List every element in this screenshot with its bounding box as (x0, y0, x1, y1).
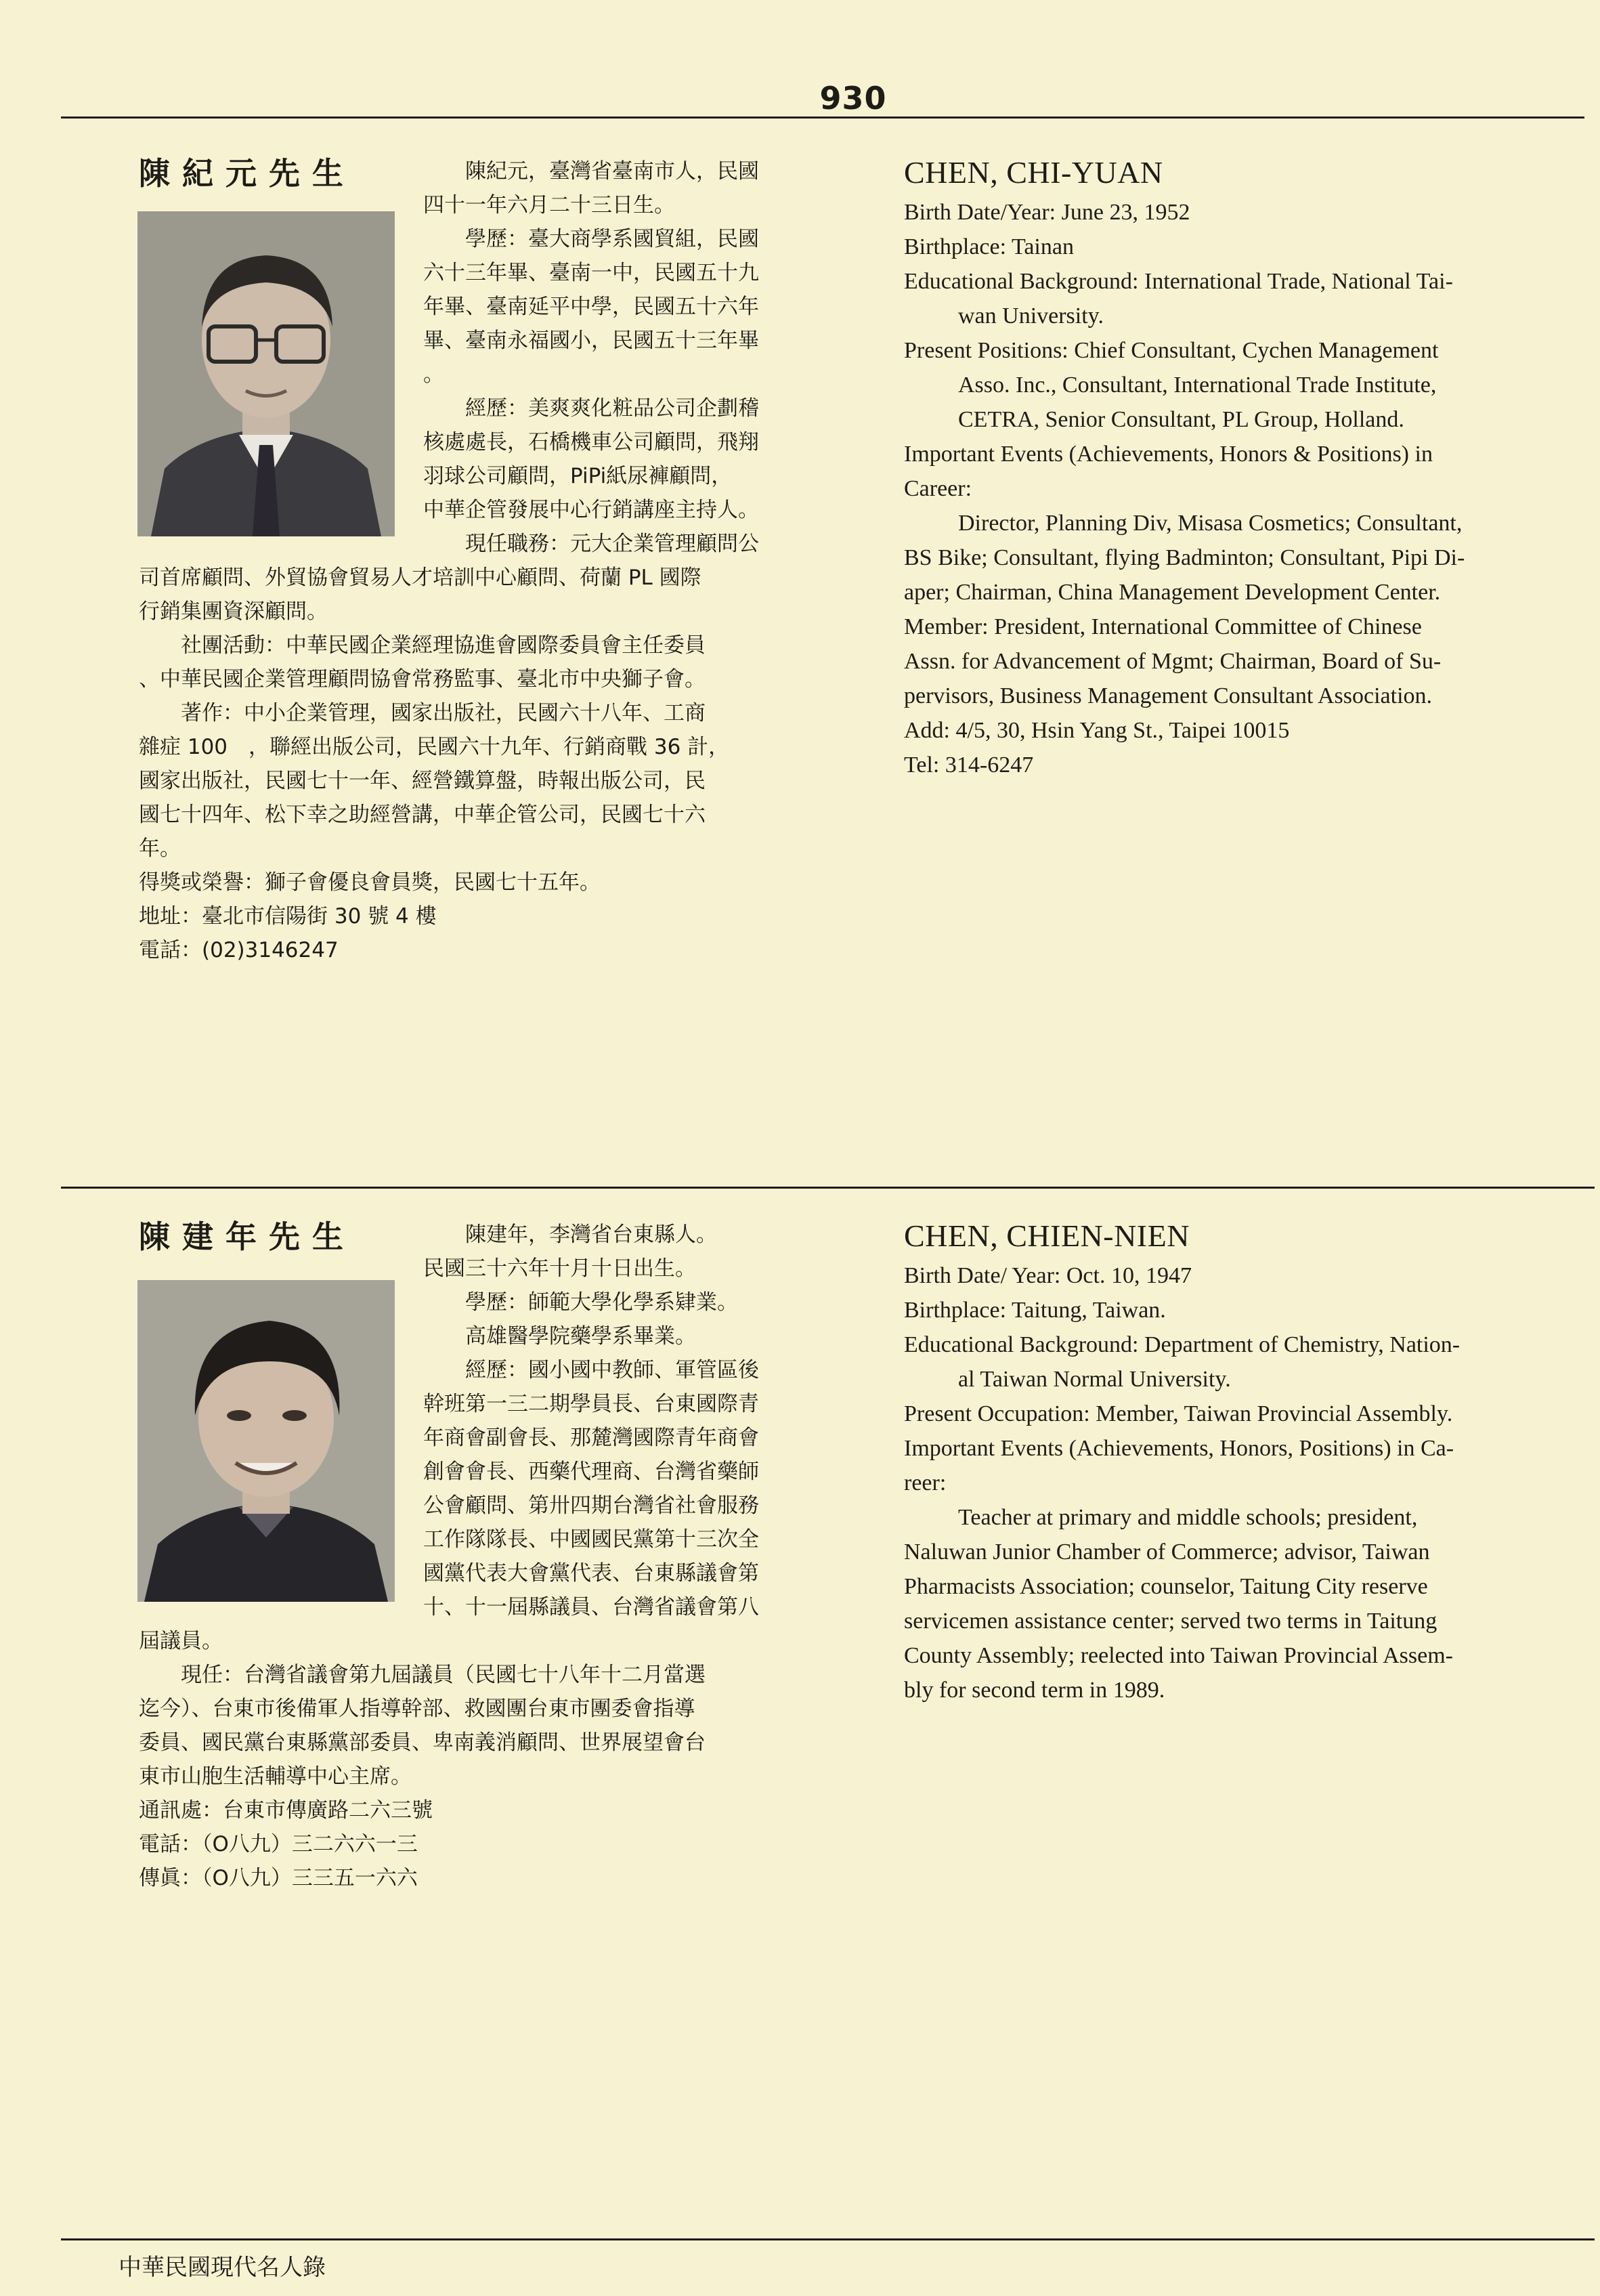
en-text-line: Educational Background: Department of Chemistry, Nation- (904, 1332, 1461, 1357)
en-text-line: al Taiwan Normal University. (958, 1367, 1231, 1392)
en-text-line: pervisors, Business Management Consultant Association. (904, 683, 1433, 708)
en-biography (904, 1218, 1571, 1707)
zh-text-line: 學歷：師範大學化學系肄業。 (465, 1290, 738, 1315)
en-text-line: Birthplace: Tainan (904, 234, 1074, 259)
zh-text-line: 委員、國民黨台東縣黨部委員、卑南義消顧問、世界展望會台 (139, 1730, 706, 1755)
zh-text-line: 迄今）、台東市後備軍人指導幹部、救國團台東市團委會指導 (139, 1697, 695, 1721)
en-biography (904, 154, 1571, 782)
zh-text-line: 核處處長，石橋機車公司顧問，飛翔 (423, 430, 759, 454)
en-text-line: CETRA, Senior Consultant, PL Group, Holland. (958, 407, 1404, 432)
zh-text-line: 。 (423, 362, 444, 387)
en-text-line: reer: (904, 1470, 947, 1495)
zh-text-line: 公會顧問、第卅四期台灣省社會服務 (423, 1493, 759, 1518)
en-text-line: aper; Chairman, China Management Development Center. (904, 580, 1441, 605)
zh-name: 陳建年先生 (139, 1218, 355, 1255)
zh-text-line: 幹班第一三二期學員長、台東國際青 (423, 1392, 759, 1416)
zh-text-line: 陳紀元，臺灣省臺南市人，民國 (465, 159, 759, 184)
zh-text-line: 高雄醫學院藥學系畢業。 (465, 1324, 696, 1348)
en-text-line: Birth Date/Year: June 23, 1952 (904, 200, 1190, 225)
en-text-line: Naluwan Junior Chamber of Commerce; advisor, Taiwan (904, 1539, 1430, 1565)
en-text-line: Tel: 314-6247 (904, 752, 1034, 778)
en-text-line: Assn. for Advancement of Mgmt; Chairman, Board of Su- (904, 649, 1442, 674)
zh-text-line: 得獎或榮譽：獅子會優良會員獎，民國七十五年。 (139, 870, 601, 895)
en-text-line: servicemen assistance center; served two terms in Taitung (904, 1609, 1437, 1634)
book-title-footer: 中華民國現代名人錄 (118, 2254, 326, 2281)
page-number: 930 (819, 80, 887, 116)
zh-text-line: 屆議員。 (139, 1629, 223, 1653)
zh-text-line: 電話：（O八九）三二六六一三 (139, 1832, 418, 1856)
en-name: CHEN, CHI-YUAN (904, 155, 1163, 190)
en-name: CHEN, CHIEN-NIEN (904, 1218, 1190, 1253)
en-text-line: Important Events (Achievements, Honors & Positions) in (904, 442, 1433, 467)
zh-text-line: 年。 (139, 836, 181, 861)
en-text-line: Teacher at primary and middle schools; president, (958, 1505, 1418, 1530)
en-text-line: Birth Date/ Year: Oct. 10, 1947 (904, 1263, 1192, 1288)
en-text-line: Member: President, International Committee of Chinese (904, 614, 1422, 639)
zh-text-line: 社團活動：中華民國企業經理協進會國際委員會主任委員 (181, 633, 706, 658)
zh-text-line: 學歷：臺大商學系國貿組，民國 (465, 227, 759, 251)
zh-text-line: 經歷：國小國中教師、軍管區後 (465, 1358, 759, 1382)
en-text-line: BS Bike; Consultant, flying Badminton; Consultant, Pipi Di- (904, 545, 1465, 570)
zh-text-line: 國黨代表大會黨代表、台東縣議會第 (423, 1561, 759, 1586)
en-text-line: Add: 4/5, 30, Hsin Yang St., Taipei 10015 (904, 718, 1290, 743)
zh-name: 陳紀元先生 (139, 155, 355, 192)
zh-text-line: 六十三年畢、臺南一中，民國五十九 (423, 261, 759, 285)
zh-text-line: 通訊處：台東市傳廣路二六三號 (139, 1798, 433, 1823)
zh-text-line: 現任：台灣省議會第九屆議員（民國七十八年十二月當選 (181, 1663, 706, 1687)
zh-text-line: 國七十四年、松下幸之助經營講，中華企管公司，民國七十六 (139, 803, 706, 827)
zh-text-line: 畢、臺南永福國小，民國五十三年畢 (423, 328, 759, 353)
zh-biography (139, 1218, 836, 1895)
zh-text-line: 年畢、臺南延平中學，民國五十六年 (423, 295, 759, 319)
zh-text-line: 雜症 100 ，聯經出版公司，民國六十九年、行銷商戰 36 計， (139, 735, 730, 759)
en-text-line: Asso. Inc., Consultant, International Trade Institute, (958, 373, 1437, 398)
zh-text-line: 羽球公司顧問，PiPi紙尿褲顧問， (423, 464, 733, 488)
zh-text-line: 司首席顧問、外貿協會貿易人才培訓中心顧問、荷蘭 PL 國際 (139, 566, 701, 590)
zh-text-line: 傳眞：（O八九）三三五一六六 (139, 1866, 418, 1890)
en-text-line: Present Occupation: Member, Taiwan Provincial Assembly. (904, 1401, 1453, 1426)
zh-text-line: 創會會長、西藥代理商、台灣省藥師 (423, 1460, 759, 1484)
zh-text-line: 著作：中小企業管理，國家出版社，民國六十八年、工商 (181, 701, 706, 725)
zh-text-line: 現任職務：元大企業管理顧問公 (465, 532, 759, 556)
en-text-line: Present Positions: Chief Consultant, Cychen Management (904, 338, 1439, 363)
zh-text-line: 國家出版社，民國七十一年、經營鐵算盤，時報出版公司，民 (139, 769, 706, 793)
en-text-line: Important Events (Achievements, Honors, Positions) in Ca- (904, 1436, 1454, 1461)
zh-text-line: 經歷：美爽爽化粧品公司企劃稽 (465, 396, 759, 421)
en-text-line: Birthplace: Taitung, Taiwan. (904, 1298, 1166, 1323)
footer-rule (61, 2238, 1595, 2240)
zh-text-line: 行銷集團資深顧問。 (139, 599, 328, 624)
zh-text-line: 中華企管發展中心行銷講座主持人。 (423, 498, 759, 522)
zh-text-line: 年商會副會長、那麓灣國際青年商會 (423, 1426, 759, 1450)
zh-text-line: 、中華民國企業管理顧問協會常務監事、臺北市中央獅子會。 (139, 667, 706, 692)
header-rule (61, 116, 1584, 119)
zh-text-line: 陳建年，李灣省台東縣人。 (465, 1223, 717, 1247)
en-text-line: Educational Background: International Trade, National Tai- (904, 269, 1453, 294)
zh-text-line: 地址：臺北市信陽街 30 號 4 樓 (139, 904, 437, 929)
en-text-line: wan University. (958, 303, 1104, 328)
zh-text-line: 工作隊隊長、中國國民黨第十三次全 (423, 1527, 759, 1552)
en-text-line: Career: (904, 476, 972, 501)
en-text-line: Director, Planning Div, Misasa Cosmetics; Consultant, (958, 511, 1463, 536)
zh-text-line: 十、十一屆縣議員、台灣省議會第八 (423, 1595, 759, 1619)
en-text-line: County Assembly; reelected into Taiwan Provincial Assem- (904, 1643, 1453, 1668)
zh-text-line: 東市山胞生活輔導中心主席。 (139, 1764, 412, 1789)
zh-text-line: 四十一年六月二十三日生。 (423, 193, 675, 217)
zh-text-line: 民國三十六年十月十日出生。 (423, 1256, 696, 1281)
en-text-line: bly for second term in 1989. (904, 1678, 1165, 1703)
en-text-line: Pharmacists Association; counselor, Taitung City reserve (904, 1574, 1428, 1599)
entry-divider-rule (61, 1187, 1595, 1189)
zh-biography (139, 154, 836, 967)
zh-text-line: 電話：(02)3146247 (139, 938, 339, 962)
